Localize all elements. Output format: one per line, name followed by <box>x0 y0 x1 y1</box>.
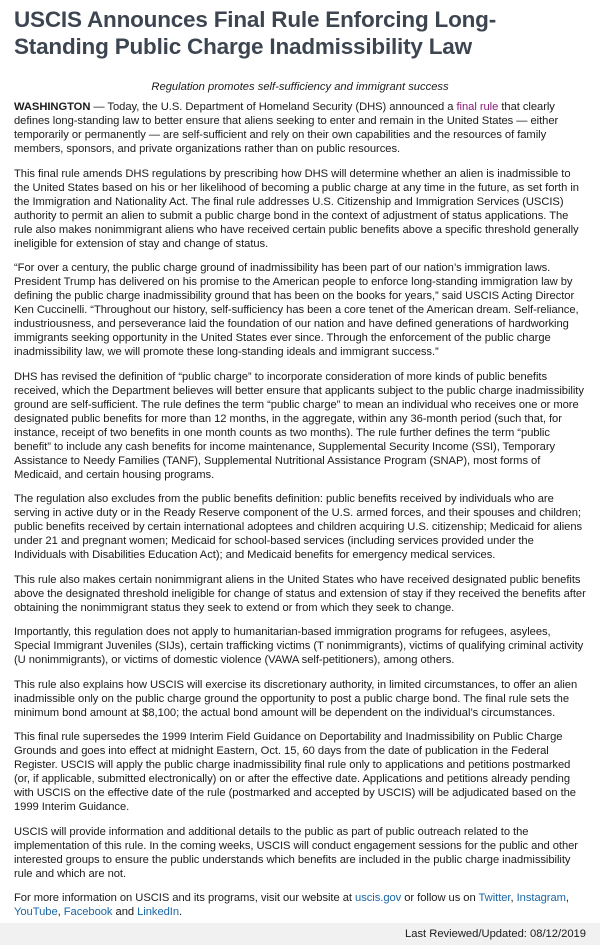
paragraph-9: This final rule supersedes the 1999 Interim Field Guidance on Deportability and Inadmissibility on Public Charge Grounds and goes into effect at midnight Eastern, Oct. 15, 60 days from the date of publication in the Federal Register. USCIS will apply the public charge inadmissibility final rule only to applications and petitions postmarked (or, if applicable, submitted electronically) on or after the effective date. Applications and petitions already pending with USCIS on the effective date of the rule (postmarked and accepted by USCIS) will be adjudicated based on the 1999 Interim Guidance. <box>14 731 576 813</box>
youtube-link[interactable]: YouTube <box>14 906 58 918</box>
subtitle: Regulation promotes self-sufficiency and immigrant success <box>151 81 449 93</box>
paragraph-10: USCIS will provide information and additional details to the public as part of public outreach related to the implementation of this rule. In the coming weeks, USCIS will conduct engagement sessions for the public and other interested groups to ensure the public understands which benefits are included in the public charge inadmissibility rule and which are not. <box>14 825 578 880</box>
twitter-link[interactable]: Twitter <box>478 892 511 904</box>
page-title: USCIS Announces Final Rule Enforcing Long-Standing Public Charge Inadmissibility Law <box>14 7 497 59</box>
final-rule-link[interactable]: final rule <box>456 101 499 113</box>
paragraph-4: DHS has revised the definition of “public charge” to incorporate consideration of more kinds of public benefits received, which the Department believes will better ensure that applicants subject to the public charge inadmissibility ground are self-sufficient. The rule defines the term “public charge” to mean an individual who receives one or more designated public benefits for more than 12 months, in the aggregate, within any 36-month period (such that, for instance, receipt of two benefits in one month counts as two months). The rule further defines the term “public benefit” to include any cash benefits for income maintenance, Supplemental Security Income (SSI), Temporary Assistance to Needy Families (TANF), Supplemental Nutritional Assistance Program (SNAP), most forms of Medicaid, and certain housing programs. <box>14 370 584 481</box>
paragraph-8: This rule also explains how USCIS will exercise its discretionary authority, in limited circumstances, to offer an alien inadmissible only on the public charge ground the opportunity to post a public charge bond. The final rule sets the minimum bond amount at $8,100; the actual bond amount will be dependent on the individual’s circumstances. <box>14 678 578 719</box>
facebook-link[interactable]: Facebook <box>63 906 113 918</box>
paragraph-3: “For over a century, the public charge ground of inadmissibility has been part of our nation’s immigration laws. President Trump has delivered on his promise to the American people to enforce long-standing immigration law by defining the public charge inadmissibility ground that has been on the books for years,” said USCIS Acting Director Ken Cuccinelli. “Throughout our history, self-sufficiency has been a core tenet of the American dream. Self-reliance, industriousness, and perseverance laid the foundation of our nation and have defined generations of hardworking immigrants seeking opportunity in the United States ever since. Through the enforcement of the public charge inadmissibility law, we will promote these long-standing ideals and immigrant success.” <box>14 262 579 358</box>
last-reviewed-footer: Last Reviewed/Updated: 08/12/2019 <box>0 923 600 945</box>
uscis-link[interactable]: uscis.gov <box>355 892 402 904</box>
dateline: WASHINGTON <box>14 101 91 113</box>
paragraph-6: This rule also makes certain nonimmigrant aliens in the United States who have received designated public benefits above the designated threshold ineligible for change of status and extension of stay if they received the benefits after obtaining the nonimmigrant status they seek to extend or from which they seek to change. <box>14 573 586 614</box>
paragraph-11: For more information on USCIS and its programs, visit our website at uscis.gov or follow us on Twitter, Instagram, YouTube, Facebook and LinkedIn. <box>14 892 569 918</box>
paragraph-2: This final rule amends DHS regulations by prescribing how DHS will determine whether an alien is inadmissible to the United States based on his or her likelihood of becoming a public charge at any time in the future, as set forth in the Immigration and Nationality Act. The final rule addresses U.S. Citizenship and Immigration Services (USCIS) authority to permit an alien to submit a public charge bond in the context of adjustment of status applications. The rule also makes nonimmigrant aliens who have received certain public benefits above a specific threshold generally ineligible for extension of stay and change of status. <box>14 167 579 250</box>
paragraph-7: Importantly, this regulation does not apply to humanitarian-based immigration programs for refugees, asylees, Special Immigrant Juveniles (SIJs), certain trafficking victims (T nonimmigrants), victims of qualifying criminal activity (U nonimmigrants), or victims of domestic violence (VAWA self-petitioners), among others. <box>14 626 584 666</box>
paragraph-5: The regulation also excludes from the public benefits definition: public benefits received by individuals who are serving in active duty or in the Ready Reserve component of the U.S. armed forces, and their spouses and children; public benefits received by certain international adoptees and children acquiring U.S. citizenship; Medicaid for aliens under 21 and pregnant women; Medicaid for school-based services (including services provided under the Individuals with Disabilities Education Act); and Medicaid benefits for emergency medical services. <box>14 493 583 561</box>
linkedin-link[interactable]: LinkedIn <box>137 906 180 918</box>
paragraph-1: WASHINGTON — Today, the U.S. Department of Homeland Security (DHS) announced a final rule that clearly defines long-standing law to better ensure that aliens seeking to enter and remain in the United States — either temporarily or permanently — are self-sufficient and rely on their own capabilities and the resources of family members, sponsors, and private organizations rather than on public resources. <box>14 101 559 155</box>
instagram-link[interactable]: Instagram <box>516 892 566 904</box>
